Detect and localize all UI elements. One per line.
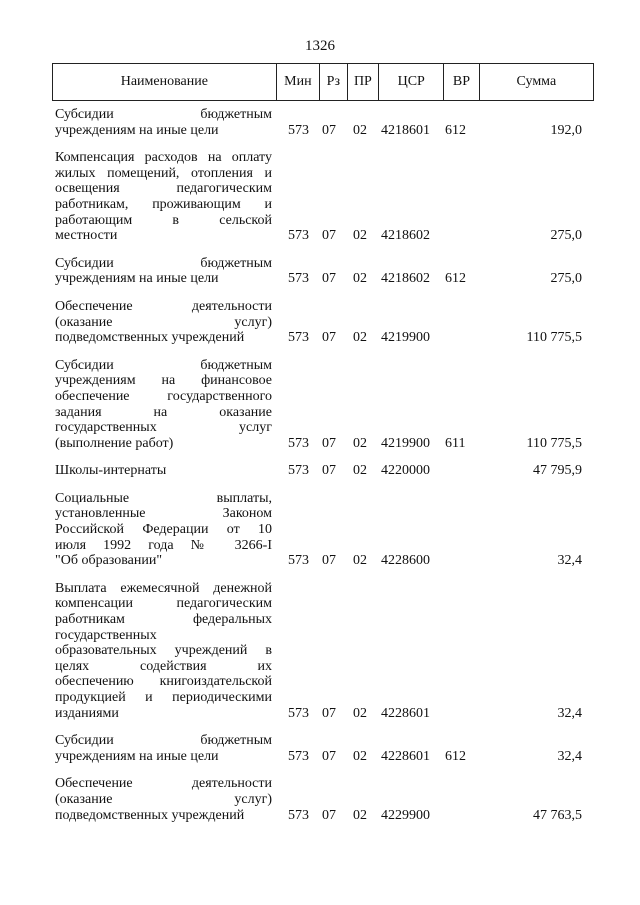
row-name-line: учреждениям на иные цели [55, 271, 219, 287]
row-min: 573 [288, 553, 309, 569]
row-name [55, 776, 272, 823]
table-row [55, 256, 591, 287]
row-name-line: местности [55, 228, 118, 244]
row-name-line: Субсидии бюджетным [55, 733, 272, 749]
row-name-line: Российской Федерации от 10 [55, 522, 272, 538]
row-vr: 612 [445, 271, 466, 287]
row-vr: 612 [445, 122, 466, 138]
header-sum: Сумма [516, 74, 557, 89]
row-name-line: компенсации педагогическим [55, 596, 272, 612]
row-name-line: задания на оказание [55, 404, 272, 420]
row-name-line: освещения педагогическим [55, 181, 272, 197]
row-name-line: (оказание услуг) [55, 314, 272, 330]
table-row [55, 581, 591, 721]
row-rz: 07 [322, 705, 336, 721]
row-name-line: изданиями [55, 705, 119, 721]
table-row [55, 463, 591, 479]
table-row [55, 358, 591, 452]
row-min: 573 [288, 228, 309, 244]
row-name-line: подведомственных учреждений [55, 330, 245, 346]
row-min: 573 [288, 748, 309, 764]
row-rz: 07 [322, 748, 336, 764]
row-vr: 611 [445, 435, 466, 451]
row-name [55, 581, 272, 721]
row-name-line: государственных услуг [55, 420, 272, 436]
row-min: 573 [288, 807, 309, 823]
row-pr: 02 [353, 228, 367, 244]
row-pr: 02 [353, 122, 367, 138]
row-sum: 110 775,5 [526, 330, 582, 346]
row-name-line: государственных [55, 627, 157, 643]
row-name-line: (оказание услуг) [55, 791, 272, 807]
row-min: 573 [288, 330, 309, 346]
row-name-line: Выплата ежемесячной денежной [55, 580, 272, 596]
row-min: 573 [288, 122, 309, 138]
row-csr: 4228601 [381, 748, 430, 764]
row-min: 573 [288, 463, 309, 479]
row-pr: 02 [353, 463, 367, 479]
row-min: 573 [288, 705, 309, 721]
row-name-line: Субсидии бюджетным [55, 357, 272, 373]
table-row [55, 733, 591, 764]
row-csr: 4220000 [381, 463, 430, 479]
row-rz: 07 [322, 807, 336, 823]
row-pr: 02 [353, 553, 367, 569]
row-name-line: обеспечение государственного [55, 388, 272, 404]
row-name-line: Субсидии бюджетным [55, 107, 272, 122]
table-row [55, 491, 591, 569]
row-sum: 275,0 [550, 271, 582, 287]
row-name-line: учреждениям на иные цели [55, 748, 219, 764]
table-row [55, 299, 591, 346]
row-name [55, 256, 272, 287]
header-vr: ВР [444, 64, 479, 100]
row-pr: 02 [353, 271, 367, 287]
row-sum: 32,4 [557, 748, 582, 764]
row-name [55, 107, 272, 138]
table-row [55, 107, 591, 138]
header-csr: ЦСР [379, 64, 444, 100]
row-name-line: Субсидии бюджетным [55, 255, 272, 271]
row-sum: 192,0 [550, 122, 582, 138]
row-name-line: целях содействия их [55, 658, 272, 674]
row-rz: 07 [322, 553, 336, 569]
row-name [55, 463, 272, 479]
row-rz: 07 [322, 463, 336, 479]
row-name-line: подведомственных учреждений [55, 807, 245, 823]
header-pr: ПР [348, 64, 380, 100]
row-sum: 47 795,9 [533, 463, 582, 479]
row-csr: 4218602 [381, 271, 430, 287]
row-name-line: работникам федеральных [55, 612, 272, 628]
table-row [55, 150, 591, 244]
row-name-line: учреждениям на иные цели [55, 122, 219, 138]
row-name-line: обеспечению книгоиздательской [55, 674, 272, 690]
row-name-line: июля 1992 года № 3266-I [55, 537, 272, 553]
row-sum: 110 775,5 [526, 435, 582, 451]
row-name-line: образовательных учреждений в [55, 643, 272, 659]
row-name-line: Обеспечение деятельности [55, 298, 272, 314]
row-name-line: продукцией и периодическими [55, 690, 272, 705]
row-min: 573 [288, 435, 309, 451]
row-rz: 07 [322, 271, 336, 287]
row-pr: 02 [353, 705, 367, 721]
table-body [55, 107, 591, 835]
row-name [55, 733, 272, 764]
header-name: Наименование [53, 64, 277, 100]
row-name [55, 299, 272, 346]
row-csr: 4219900 [381, 330, 430, 346]
row-name-line: (выполнение работ) [55, 435, 174, 451]
row-name-line: учреждениям на финансовое [55, 373, 272, 389]
row-vr: 612 [445, 748, 466, 764]
row-csr: 4219900 [381, 435, 430, 451]
row-pr: 02 [353, 807, 367, 823]
row-sum: 32,4 [557, 705, 582, 721]
row-pr: 02 [353, 435, 367, 451]
header-rz: Рз [320, 64, 348, 100]
row-rz: 07 [322, 435, 336, 451]
row-csr: 4228601 [381, 705, 430, 721]
row-rz: 07 [322, 228, 336, 244]
row-csr: 4229900 [381, 807, 430, 823]
row-name-line: жилых помещений, отопления и [55, 165, 272, 181]
row-sum: 32,4 [557, 553, 582, 569]
row-sum: 275,0 [550, 228, 582, 244]
table-header [52, 63, 594, 101]
header-min: Мин [277, 64, 320, 100]
row-name [55, 358, 272, 452]
row-sum: 47 763,5 [533, 807, 582, 823]
row-name-line: Компенсация расходов на оплату [55, 150, 272, 166]
row-name-line: работникам, проживающим и [55, 196, 272, 212]
row-min: 573 [288, 271, 309, 287]
row-csr: 4228600 [381, 553, 430, 569]
row-name-line: установленные Законом [55, 506, 272, 522]
row-csr: 4218602 [381, 228, 430, 244]
page-number: 1326 [305, 38, 335, 54]
row-rz: 07 [322, 330, 336, 346]
row-name [55, 491, 272, 569]
row-name-line: Школы-интернаты [55, 463, 167, 479]
row-name-line: Социальные выплаты, [55, 490, 272, 506]
row-csr: 4218601 [381, 122, 430, 138]
row-rz: 07 [322, 122, 336, 138]
table-row [55, 776, 591, 823]
row-pr: 02 [353, 748, 367, 764]
row-pr: 02 [353, 330, 367, 346]
row-name-line: "Об образовании" [55, 553, 163, 569]
row-name-line: работающим в сельской [55, 212, 272, 228]
row-name [55, 150, 272, 244]
row-name-line: Обеспечение деятельности [55, 776, 272, 792]
